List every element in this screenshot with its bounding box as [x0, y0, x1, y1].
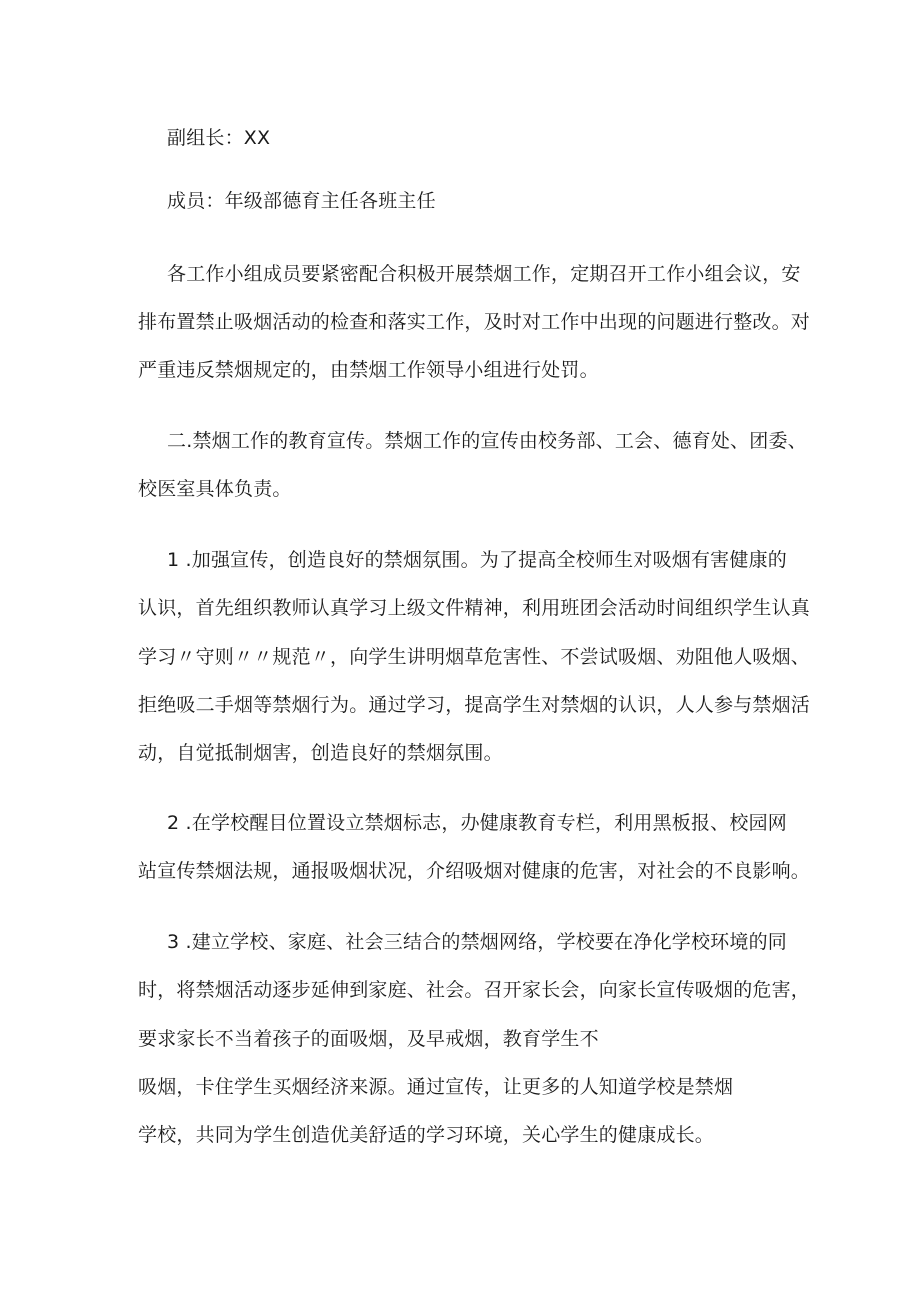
text-line: 排布置禁止吸烟活动的检查和落实工作，及时对工作中出现的问题进行整改。对 — [138, 311, 811, 333]
text-line: 各工作小组成员要紧密配合积极开展禁烟工作，定期召开工作小组会议，安 — [167, 263, 801, 285]
text-line: 成员：年级部德育主任各班主任 — [167, 190, 436, 212]
text-line: 校医室具体负责。 — [138, 478, 292, 500]
text-line: 站宣传禁烟法规，通报吸烟状况，介绍吸烟对健康的危害，对社会的不良影响。 — [138, 860, 811, 882]
text-line: 1 .加强宣传，创造良好的禁烟氛围。为了提高全校师生对吸烟有害健康的 — [167, 549, 787, 571]
text-line: 吸烟，卡住学生买烟经济来源。通过宣传，让更多的人知道学校是禁烟 — [138, 1076, 734, 1098]
text-line: 要求家长不当着孩子的面吸烟，及早戒烟，教育学生不 — [138, 1028, 599, 1050]
text-line: 时，将禁烟活动逐步延伸到家庭、社会。召开家长会，向家长宣传吸烟的危害， — [138, 979, 811, 1001]
text-line: 2 .在学校醒目位置设立禁烟标志，办健康教育专栏，利用黑板报、校园网 — [167, 812, 787, 834]
text-line: 认识，首先组织教师认真学习上级文件精神，利用班团会活动时间组织学生认真 — [138, 597, 811, 619]
text-line: 拒绝吸二手烟等禁烟行为。通过学习，提高学生对禁烟的认识，人人参与禁烟活 — [138, 694, 811, 716]
text-line: 副组长：XX — [167, 127, 271, 149]
text-line: 学校，共同为学生创造优美舒适的学习环境，关心学生的健康成长。 — [138, 1124, 715, 1146]
text-line: 二.禁烟工作的教育宣传。禁烟工作的宣传由校务部、工会、德育处、团委、 — [167, 430, 807, 452]
text-line: 严重违反禁烟规定的，由禁烟工作领导小组进行处罚。 — [138, 359, 599, 381]
text-line: 3 .建立学校、家庭、社会三结合的禁烟网络，学校要在净化学校环境的同 — [167, 931, 787, 953]
text-line: 动，自觉抵制烟害，创造良好的禁烟氛围。 — [138, 742, 503, 764]
text-line: 学习〃守则〃〃规范〃，向学生讲明烟草危害性、不尝试吸烟、劝阻他人吸烟、 — [138, 646, 811, 668]
